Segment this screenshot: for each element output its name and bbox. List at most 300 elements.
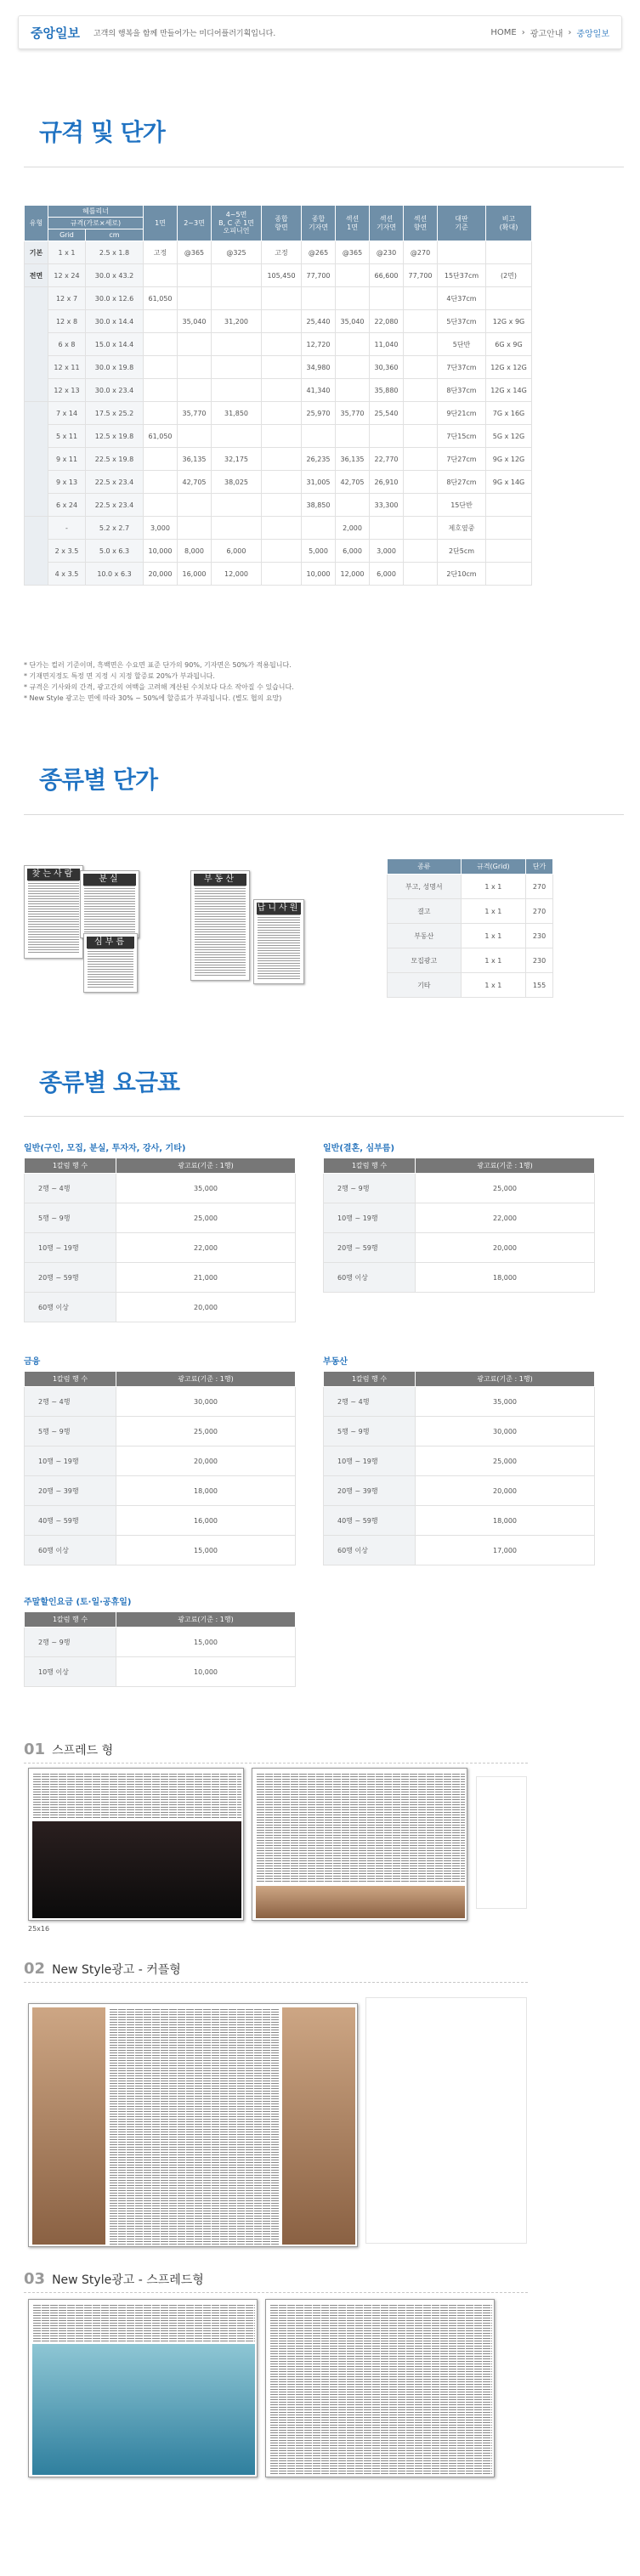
spec-cell: 7단15cm	[438, 425, 486, 448]
spec-cell: 26,910	[370, 471, 404, 494]
spec-grid: 6 x 24	[48, 494, 86, 517]
fee-cell: 5행 ~ 9행	[25, 1417, 116, 1447]
spec-price-table	[24, 205, 532, 586]
spec-cell: 8,000	[178, 540, 212, 563]
fee-row	[324, 1387, 595, 1417]
kind-cell: 230	[526, 948, 553, 973]
spec-cm: 5.2 x 2.7	[86, 517, 144, 540]
example-caption: 25x16	[28, 1925, 50, 1933]
spec-cell: 34,980	[302, 356, 336, 379]
spec-row	[25, 517, 532, 540]
spec-cell	[262, 425, 302, 448]
spec-cell	[370, 287, 404, 310]
fee-row	[324, 1174, 595, 1203]
spec-cell	[404, 494, 438, 517]
spec-cell	[262, 333, 302, 356]
spec-cell	[336, 264, 370, 287]
spec-cell: 10,000	[144, 540, 178, 563]
fee-cell: 25,000	[416, 1174, 595, 1203]
fee-col-header: 광고료(기준 : 1행)	[116, 1372, 296, 1387]
spec-row	[25, 333, 532, 356]
fee-col-header: 1칼럼 행 수	[324, 1158, 416, 1174]
section-title-spec: 규격 및 단가	[39, 118, 165, 146]
spec-cell	[144, 471, 178, 494]
spec-cell	[262, 448, 302, 471]
fee-cell: 18,000	[416, 1506, 595, 1536]
spec-cell: 41,340	[302, 379, 336, 402]
fee-row	[25, 1506, 296, 1536]
spec-cell	[144, 494, 178, 517]
fee-row	[25, 1174, 296, 1203]
spec-cell: 20,000	[144, 563, 178, 586]
spec-cell: 16,000	[178, 563, 212, 586]
kind-cell: 1 x 1	[461, 924, 525, 948]
col-grid: Grid	[48, 229, 86, 241]
spec-cell	[370, 425, 404, 448]
fee-cell: 10행 ~ 19행	[324, 1447, 416, 1476]
col-cm: cm	[86, 229, 144, 241]
spec-cm: 12.5 x 19.8	[86, 425, 144, 448]
spec-cell	[404, 333, 438, 356]
fee-cell: 10행 ~ 19행	[25, 1233, 116, 1263]
spec-cell	[404, 471, 438, 494]
spec-cell	[212, 264, 262, 287]
spread-ad-example	[252, 1768, 467, 1921]
spec-cell: 제호옆중	[438, 517, 486, 540]
spec-cell: 35,770	[178, 402, 212, 425]
fee-caption: 주말할인요금 (토·일·공휴일)	[24, 1598, 132, 1607]
fee-cell: 20행 ~ 39행	[25, 1476, 116, 1506]
spec-cell	[178, 379, 212, 402]
spec-cell	[404, 563, 438, 586]
spec-grid: 7 x 14	[48, 402, 86, 425]
spec-cm: 10.0 x 6.3	[86, 563, 144, 586]
kind-row	[388, 973, 553, 998]
spec-cell	[178, 264, 212, 287]
example-title: 02 New Style광고 - 커플형	[24, 1960, 181, 1978]
spec-grid: 12 x 13	[48, 379, 86, 402]
spec-cell	[404, 517, 438, 540]
fee-cell: 20행 ~ 39행	[324, 1476, 416, 1506]
spec-row	[25, 287, 532, 310]
spec-cm: 2.5 x 1.8	[86, 241, 144, 264]
spec-row	[25, 310, 532, 333]
spec-type	[25, 402, 48, 517]
fee-cell: 2행 ~ 4행	[25, 1387, 116, 1417]
spec-cell: 22,770	[370, 448, 404, 471]
breadcrumb	[490, 26, 609, 39]
fee-table-realestate	[323, 1371, 595, 1565]
kind-cell: 155	[526, 973, 553, 998]
spec-cell	[178, 287, 212, 310]
spec-cell: @325	[212, 241, 262, 264]
spec-cell	[336, 287, 370, 310]
spec-cell	[212, 425, 262, 448]
fee-cell: 18,000	[116, 1476, 296, 1506]
fee-row	[25, 1536, 296, 1565]
spec-cm: 15.0 x 14.4	[86, 333, 144, 356]
fee-cell: 20행 ~ 59행	[25, 1263, 116, 1293]
spec-cell	[144, 402, 178, 425]
fee-cell: 10행 이상	[25, 1657, 116, 1687]
spec-cell	[178, 356, 212, 379]
spec-cell: @230	[370, 241, 404, 264]
fee-cell: 2행 ~ 9행	[324, 1174, 416, 1203]
spec-cell: 8단27cm	[438, 471, 486, 494]
kind-cell: 1 x 1	[461, 899, 525, 924]
spec-cell: 3,000	[370, 540, 404, 563]
spec-cell: 77,700	[302, 264, 336, 287]
divider	[24, 814, 624, 815]
kind-cell: 기타	[388, 973, 462, 998]
spec-cell: 4단37cm	[438, 287, 486, 310]
kind-cell: 270	[526, 875, 553, 899]
couple-ad-example	[28, 2003, 358, 2247]
spec-row	[25, 356, 532, 379]
fee-cell: 22,000	[116, 1233, 296, 1263]
newstyle-spread-example	[28, 2299, 258, 2477]
logo[interactable]: 중앙일보	[31, 25, 80, 41]
sample-ad-thumbnail: 부동산	[190, 870, 250, 981]
fee-caption: 금융	[24, 1357, 41, 1367]
spec-cell: 25,970	[302, 402, 336, 425]
col-big: 대판 기준	[438, 206, 486, 241]
spec-cell: 31,200	[212, 310, 262, 333]
spec-cm: 30.0 x 12.6	[86, 287, 144, 310]
slogan: 고객의 행복을 함께 만들어가는 미디어플러기획입니다.	[93, 29, 276, 38]
spec-cell: 3,000	[144, 517, 178, 540]
fee-cell: 35,000	[116, 1174, 296, 1203]
spec-cell	[144, 264, 178, 287]
fee-row	[25, 1476, 296, 1506]
breadcrumb-home[interactable]: HOME	[490, 27, 517, 37]
fee-col-header: 1칼럼 행 수	[25, 1612, 116, 1628]
spec-cell: 36,135	[336, 448, 370, 471]
page-stack-decoration	[365, 1997, 527, 2244]
spec-cell: 12,720	[302, 333, 336, 356]
spec-cell	[486, 494, 532, 517]
spec-cell	[262, 379, 302, 402]
site-header	[18, 15, 622, 49]
spec-cell: 고정	[262, 241, 302, 264]
chevron-right-icon: ›	[568, 27, 572, 37]
spec-cell	[262, 563, 302, 586]
col-general-page: 종합 기자면	[302, 206, 336, 241]
spec-cell	[212, 287, 262, 310]
spec-cell	[404, 379, 438, 402]
fee-col-header: 광고료(기준 : 1행)	[416, 1158, 595, 1174]
spec-grid: 12 x 11	[48, 356, 86, 379]
fee-cell: 35,000	[416, 1387, 595, 1417]
fee-caption: 일반(구인, 모집, 분실, 투자자, 강사, 기타)	[24, 1144, 186, 1153]
spec-cell	[302, 287, 336, 310]
fee-cell: 60행 이상	[324, 1263, 416, 1293]
fee-cell: 40행 ~ 59행	[324, 1506, 416, 1536]
spec-cell	[404, 287, 438, 310]
fee-cell: 2행 ~ 4행	[25, 1174, 116, 1203]
fee-cell: 20,000	[116, 1447, 296, 1476]
spec-cell	[212, 333, 262, 356]
fee-table-general	[24, 1158, 296, 1322]
fee-cell: 25,000	[116, 1417, 296, 1447]
spec-type	[25, 287, 48, 402]
kind-row	[388, 948, 553, 973]
col-general: 종합 향면	[262, 206, 302, 241]
kind-row	[388, 875, 553, 899]
spec-row	[25, 448, 532, 471]
spec-grid: 9 x 11	[48, 448, 86, 471]
spec-grid: 12 x 7	[48, 287, 86, 310]
divider	[24, 1116, 624, 1117]
fee-cell: 15,000	[116, 1536, 296, 1565]
spec-cell	[336, 425, 370, 448]
kind-cell: 1 x 1	[461, 875, 525, 899]
spec-cell: 30,360	[370, 356, 404, 379]
spec-cell	[404, 425, 438, 448]
fee-cell: 17,000	[416, 1536, 595, 1565]
spec-cell: 9G x 14G	[486, 471, 532, 494]
spec-type: 기본	[25, 241, 48, 264]
spec-cell	[178, 425, 212, 448]
kind-row	[388, 924, 553, 948]
col-size: 규격(가로×세로)	[48, 218, 144, 229]
col-note: 비고 (확대)	[486, 206, 532, 241]
kind-cell: 결고	[388, 899, 462, 924]
spec-cell: 7단27cm	[438, 448, 486, 471]
spec-cell: 6G x 9G	[486, 333, 532, 356]
spec-cell: 26,235	[302, 448, 336, 471]
spec-cell	[262, 356, 302, 379]
fee-row	[324, 1203, 595, 1233]
sample-ad-thumbnail: 납니사원	[253, 899, 304, 984]
notes-list	[24, 660, 294, 704]
example-title: 01 스프레드 형	[24, 1741, 114, 1758]
fee-cell: 20행 ~ 59행	[324, 1233, 416, 1263]
spec-cell	[486, 241, 532, 264]
spread-ad-example	[28, 1768, 244, 1921]
kind-col-type: 종류	[388, 859, 462, 875]
spec-cell	[178, 494, 212, 517]
fee-row	[324, 1536, 595, 1565]
sample-ad-thumbnail: 찾는사람	[24, 865, 83, 959]
spec-cm: 30.0 x 23.4	[86, 379, 144, 402]
divider	[24, 2292, 528, 2293]
fee-cell: 15,000	[116, 1628, 296, 1657]
spec-cell	[302, 425, 336, 448]
breadcrumb-current: 중앙일보	[576, 29, 609, 39]
fee-row	[25, 1263, 296, 1293]
spec-cell: 42,705	[178, 471, 212, 494]
fee-cell: 10행 ~ 19행	[324, 1203, 416, 1233]
spec-cm: 5.0 x 6.3	[86, 540, 144, 563]
spec-cell: @365	[336, 241, 370, 264]
spec-row	[25, 425, 532, 448]
spec-cell: 38,850	[302, 494, 336, 517]
fee-cell: 25,000	[116, 1203, 296, 1233]
fee-row	[324, 1263, 595, 1293]
spec-cell	[262, 540, 302, 563]
spec-cell: @265	[302, 241, 336, 264]
spec-cell	[212, 356, 262, 379]
fee-cell: 22,000	[416, 1203, 595, 1233]
spec-cell	[336, 494, 370, 517]
spec-cell	[486, 517, 532, 540]
col-type: 유형	[25, 206, 48, 241]
spec-row	[25, 402, 532, 425]
col-sec1: 섹션 1면	[336, 206, 370, 241]
fee-col-header: 광고료(기준 : 1행)	[416, 1372, 595, 1387]
fee-col-header: 1칼럼 행 수	[324, 1372, 416, 1387]
fee-table-weekend	[24, 1611, 296, 1687]
spec-cell	[262, 471, 302, 494]
spec-row	[25, 241, 532, 264]
spec-grid: 12 x 24	[48, 264, 86, 287]
section-title-fee: 종류별 요금표	[39, 1068, 180, 1096]
fee-cell: 20,000	[116, 1293, 296, 1322]
spec-cell: 77,700	[404, 264, 438, 287]
spec-cell: 35,040	[178, 310, 212, 333]
fee-row	[25, 1417, 296, 1447]
page-stack-decoration	[476, 1776, 527, 1909]
spec-cell	[404, 402, 438, 425]
col-p1: 1면	[144, 206, 178, 241]
spec-cell	[370, 517, 404, 540]
fee-row	[25, 1657, 296, 1687]
spec-cell	[404, 448, 438, 471]
fee-cell: 18,000	[416, 1263, 595, 1293]
spec-cell: 2단10cm	[438, 563, 486, 586]
fee-cell: 20,000	[416, 1233, 595, 1263]
spec-cell: 35,770	[336, 402, 370, 425]
spec-cell: 6,000	[370, 563, 404, 586]
spec-cell	[486, 287, 532, 310]
note-item: * 기재면지정도 특정 면 지정 시 지정 할증료 20%가 부과됩니다.	[24, 672, 215, 680]
spec-cell: 25,540	[370, 402, 404, 425]
fee-row	[25, 1293, 296, 1322]
divider	[24, 1982, 528, 1983]
spec-cell: 66,600	[370, 264, 404, 287]
breadcrumb-ad-info[interactable]: 광고안내	[530, 29, 564, 39]
sample-ad-thumbnail: 심부름	[83, 933, 138, 993]
spec-cell	[212, 494, 262, 517]
spec-cell: 12,000	[336, 563, 370, 586]
fee-cell: 30,000	[116, 1387, 296, 1417]
fee-col-header: 광고료(기준 : 1행)	[116, 1612, 296, 1628]
spec-grid: 9 x 13	[48, 471, 86, 494]
spec-cell: 36,135	[178, 448, 212, 471]
fee-table-marriage	[323, 1158, 595, 1293]
fee-row	[25, 1203, 296, 1233]
note-item: * New Style 광고는 면에 따라 30% ~ 50%에 할증료가 부과됩니다. (별도 협의 요망)	[24, 694, 282, 702]
fee-caption: 일반(결혼, 심부름)	[323, 1144, 395, 1153]
spec-type	[25, 517, 48, 586]
spec-cell	[262, 310, 302, 333]
spec-cell: 7G x 16G	[486, 402, 532, 425]
fee-cell: 30,000	[416, 1417, 595, 1447]
fee-row	[324, 1233, 595, 1263]
spec-cell: 61,050	[144, 425, 178, 448]
kind-cell: 모집광고	[388, 948, 462, 973]
fee-cell: 5행 ~ 9행	[324, 1417, 416, 1447]
spec-cell: 5단37cm	[438, 310, 486, 333]
spec-cell	[144, 333, 178, 356]
col-p23: 2~3면	[178, 206, 212, 241]
spec-cm: 30.0 x 14.4	[86, 310, 144, 333]
spec-cell	[212, 379, 262, 402]
fee-cell: 20,000	[416, 1476, 595, 1506]
fee-row	[25, 1447, 296, 1476]
kind-row	[388, 899, 553, 924]
spec-cell	[262, 287, 302, 310]
spec-cell: 38,025	[212, 471, 262, 494]
col-sec-page: 섹션 기자면	[370, 206, 404, 241]
spec-cell: 8단37cm	[438, 379, 486, 402]
fee-row	[25, 1387, 296, 1417]
spec-grid: 4 x 3.5	[48, 563, 86, 586]
spec-row	[25, 379, 532, 402]
divider	[24, 1763, 528, 1764]
kind-cell: 부고, 성명서	[388, 875, 462, 899]
spec-grid: 12 x 8	[48, 310, 86, 333]
fee-row	[324, 1447, 595, 1476]
spec-cm: 22.5 x 23.4	[86, 494, 144, 517]
spec-cm: 30.0 x 19.8	[86, 356, 144, 379]
fee-row	[324, 1506, 595, 1536]
classified-ad-samples	[24, 865, 304, 993]
spec-cell: 15단37cm	[438, 264, 486, 287]
spec-cell	[404, 356, 438, 379]
spec-grid: 1 x 1	[48, 241, 86, 264]
spec-cell: 105,450	[262, 264, 302, 287]
fee-row	[25, 1233, 296, 1263]
kind-cell: 부동산	[388, 924, 462, 948]
spec-cell	[302, 517, 336, 540]
fee-row	[25, 1628, 296, 1657]
section-title-kind: 종류별 단가	[39, 766, 157, 794]
fee-cell: 60행 이상	[324, 1536, 416, 1565]
kind-cell: 1 x 1	[461, 948, 525, 973]
spec-cell	[144, 310, 178, 333]
spec-cell	[262, 494, 302, 517]
col-p45: 4~5면 B, C 존 1면 오피니언	[212, 206, 262, 241]
spec-cell	[486, 540, 532, 563]
fee-cell: 2행 ~ 4행	[324, 1387, 416, 1417]
fee-col-header: 1칼럼 행 수	[25, 1372, 116, 1387]
spec-cell: 12G x 9G	[486, 310, 532, 333]
example-title: 03 New Style광고 - 스프레드형	[24, 2270, 204, 2288]
spec-cell: 12G x 12G	[486, 356, 532, 379]
spec-cell: 5단반	[438, 333, 486, 356]
fee-cell: 10,000	[116, 1657, 296, 1687]
spec-cell	[262, 402, 302, 425]
spec-cell: 33,300	[370, 494, 404, 517]
fee-cell: 2행 ~ 9행	[25, 1628, 116, 1657]
spec-cell	[212, 517, 262, 540]
spec-row	[25, 471, 532, 494]
spec-grid: -	[48, 517, 86, 540]
sample-ad-thumbnail: 분실	[80, 870, 139, 938]
spec-cell	[144, 448, 178, 471]
spec-type: 전면	[25, 264, 48, 287]
kind-cell: 230	[526, 924, 553, 948]
spec-cell	[336, 356, 370, 379]
spec-cell: 12,000	[212, 563, 262, 586]
spec-grid: 6 x 8	[48, 333, 86, 356]
spec-cell	[486, 563, 532, 586]
fee-table-finance	[24, 1371, 296, 1565]
kind-col-price: 단가	[526, 859, 553, 875]
newstyle-spread-example	[265, 2299, 495, 2477]
